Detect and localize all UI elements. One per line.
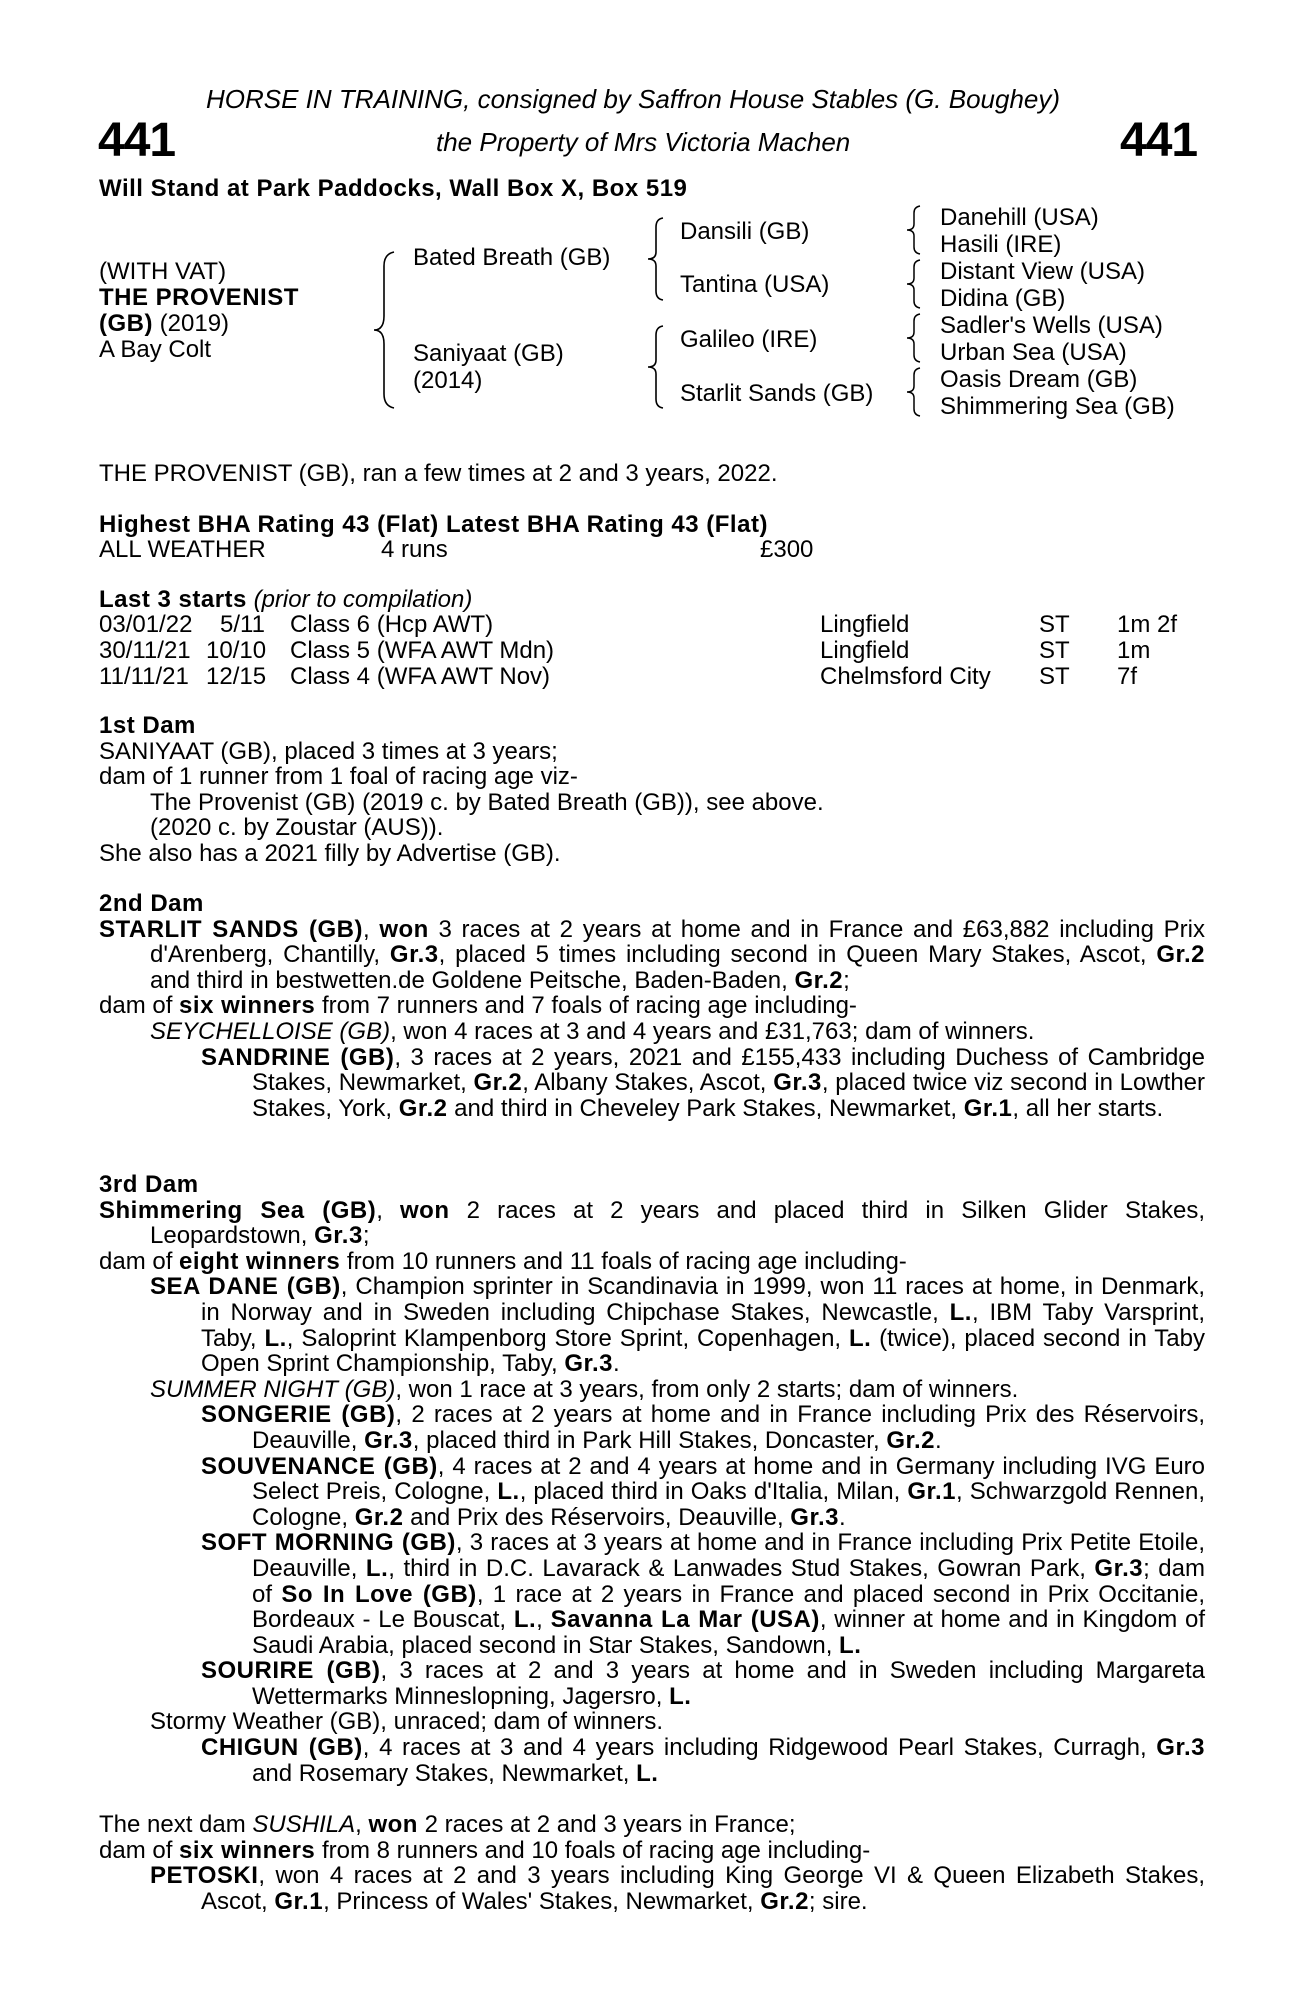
chigun-entry: [99, 1735, 1205, 1786]
last3-race-1: Class 5 (WFA AWT Mdn): [290, 637, 555, 664]
third-dam-title: 3rd Dam: [99, 1171, 199, 1198]
pedigree-sss: Danehill (USA): [940, 204, 1099, 231]
won-label: won: [400, 1196, 450, 1224]
pedigree-brace-sire: [645, 216, 667, 302]
text: , Schwarzgold Rennen, Cologne,: [252, 1478, 1205, 1531]
pedigree-brace-dam: [645, 324, 667, 410]
won-label: won: [368, 1811, 418, 1838]
second-dam-name: STARLIT SANDS (GB): [99, 915, 363, 943]
last3-dist-1: 1m: [1117, 637, 1151, 664]
pedigree-ddd: Shimmering Sea (GB): [940, 393, 1175, 420]
last3-going-1: ST: [1039, 637, 1070, 664]
horse-origin: (GB): [99, 310, 153, 337]
text: , 3 races at 2 years, 2021 and £155,433 including Duchess of Cambridge Stakes, Newmarket,: [252, 1043, 1205, 1097]
grade: Gr.3: [1094, 1554, 1144, 1582]
horse-identity: [99, 259, 299, 363]
sandrine-entry: [99, 1045, 1205, 1122]
last3-race-0: Class 6 (Hcp AWT): [290, 611, 494, 638]
horse-name: PETOSKI: [150, 1862, 259, 1890]
grade: Gr.1: [907, 1478, 957, 1506]
listed: L.: [848, 1324, 872, 1352]
grade: Gr.3: [564, 1350, 614, 1378]
next-dam-record: [99, 1812, 1205, 1838]
text: , Champion sprinter in Scandinavia in 1999, won 11 races at home, in Denmark, in Norway and in Sweden including Chipchase Stakes, Newcastle,: [201, 1273, 1205, 1326]
horse-name: SOUVENANCE (GB): [201, 1452, 438, 1480]
text: dam of: [99, 1247, 180, 1275]
horse-name: SOFT MORNING (GB): [201, 1529, 456, 1557]
text: , placed 5 times including second in Queen Mary Stakes, Ascot,: [438, 941, 1157, 969]
second-dam-record: STARLIT SANDS (GB), won 3 races at 2 years at home and in France and £63,882 including Prix d'Arenberg, Chantilly, Gr.3, placed 5 times including second in Queen Mary Stakes, Ascot, Gr.2 and third in bestwetten.de Goldene Peitsche, Baden-Baden, Gr.2;: [99, 915, 1206, 994]
pedigree-dam-sire: Galileo (IRE): [680, 326, 818, 353]
third-dam-section: [99, 1172, 1205, 1786]
listed: L.: [365, 1554, 389, 1582]
rating-runs: 4 runs: [381, 536, 448, 563]
last3-course-0: Lingfield: [820, 611, 910, 638]
listed: L.: [949, 1298, 972, 1326]
grade: Gr.2: [760, 1887, 809, 1915]
text: , 3 races at 3 years at home and in France including Prix Petite Etoile, Deauville,: [252, 1529, 1205, 1582]
pedigree-brace-ss: [904, 204, 924, 256]
listed: L.: [839, 1631, 862, 1659]
pedigree-sds: Distant View (USA): [940, 258, 1145, 285]
first-dam-produce1: The Provenist (GB) (2019 c. by Bated Breath (GB)), see above.: [150, 788, 824, 816]
pedigree-sdd: Didina (GB): [940, 285, 1066, 312]
text: (twice), placed second in Taby Open Sprint Championship, Taby,: [201, 1324, 1205, 1378]
first-dam-line1: SANIYAAT (GB), placed 3 times at 3 years;: [99, 737, 558, 765]
grade: Gr.1: [963, 1094, 1013, 1122]
horse-name: CHIGUN (GB): [201, 1734, 363, 1762]
second-dam-section: [99, 891, 1205, 1121]
text: , 1 race at 2 years in France and placed second in Prix Occitanie, Bordeaux - Le Bouscat,: [252, 1580, 1205, 1634]
grade: Gr.2: [886, 1426, 936, 1454]
third-dam-record: Shimmering Sea (GB), won 2 races at 2 years and placed third in Silken Glider Stakes, Leopardstown, Gr.3;: [99, 1196, 1205, 1250]
last3-going-2: ST: [1039, 663, 1070, 690]
horse-name: SONGERIE (GB): [201, 1401, 396, 1429]
text: , all her starts.: [1012, 1094, 1164, 1122]
text: , placed third in Park Hill Stakes, Doncaster,: [412, 1426, 887, 1454]
pedigree-brace-main: [370, 250, 400, 410]
consignor-line: HORSE IN TRAINING, consigned by Saffron House Stables (G. Boughey): [206, 84, 1061, 114]
text: , placed third in Oaks d'Italia, Milan,: [519, 1478, 908, 1506]
text: ;: [843, 966, 850, 994]
third-dam-name: Shimmering Sea (GB): [99, 1196, 377, 1224]
grade: Gr.3: [389, 941, 439, 969]
horse-name: SUMMER NIGHT (GB): [150, 1375, 396, 1403]
first-dam-line2: dam of 1 runner from 1 foal of racing age viz-: [99, 763, 578, 791]
last3-pos-0: 5/11: [220, 611, 265, 638]
text: , 4 races at 2 and 4 years at home and in Germany including IVG Euro Select Preis, Cologne,: [252, 1452, 1206, 1506]
listed: L.: [264, 1324, 287, 1352]
pedigree-brace-sd: [904, 258, 924, 310]
last3-title: Last 3 starts: [99, 586, 247, 613]
pedigree-ssd: Hasili (IRE): [940, 231, 1062, 258]
text: , won 4 races at 2 and 3 years including King George VI & Queen Elizabeth Stakes, Ascot,: [201, 1862, 1205, 1915]
last3-going-0: ST: [1039, 611, 1070, 638]
last3-course-2: Chelmsford City: [820, 663, 991, 690]
text: 3 races at 2 years at home and in France and £63,882 including Prix d'Arenberg, Chantilly,: [150, 915, 1205, 969]
petoski-entry: [99, 1863, 1205, 1914]
grade: Gr.2: [398, 1094, 448, 1122]
text: , IBM Taby Varsprint, Taby,: [201, 1298, 1206, 1352]
pedigree-dam: Saniyaat (GB): [413, 340, 564, 367]
pedigree-brace-dd: [904, 366, 924, 418]
text: , winner at home and in Kingdom of Saudi Arabia, placed second in Star Stakes, Sandown,: [252, 1606, 1205, 1659]
first-dam-produce2: (2020 c. by Zoustar (AUS)).: [150, 814, 444, 842]
text: , 3 races at 2 and 3 years at home and in Sweden including Margareta Wettermarks Minneslopning, Jagersro,: [252, 1657, 1205, 1710]
text: and third in bestwetten.de Goldene Peitsche, Baden-Baden,: [150, 966, 795, 994]
horse-origin-year: [99, 311, 299, 337]
last3-heading: [99, 587, 472, 613]
text: , third in D.C. Lavarack & Lanwades Stud Stakes, Gowran Park,: [388, 1554, 1095, 1582]
horse-name: SEA DANE (GB): [150, 1273, 341, 1301]
sourire-entry: [99, 1658, 1205, 1709]
rating-surface: ALL WEATHER: [99, 536, 266, 563]
pedigree-dam-year: (2014): [413, 367, 483, 394]
property-line: the Property of Mrs Victoria Machen: [436, 127, 851, 157]
second-dam-title: 2nd Dam: [99, 890, 204, 917]
third-dam-produce-summary: [99, 1249, 1205, 1275]
horse-description: A Bay Colt: [99, 336, 212, 363]
pedigree-sire-dam: Tantina (USA): [680, 271, 830, 298]
pedigree-brace-ds: [904, 312, 924, 364]
text: dam of: [99, 992, 180, 1020]
text: , 2 races at 2 years at home and in France including Prix des Réservoirs, Deauville,: [252, 1401, 1206, 1454]
winners-count: six winners: [179, 1836, 316, 1864]
text: , 4 races at 3 and 4 years including Ridgewood Pearl Stakes, Curragh,: [362, 1734, 1157, 1762]
last3-date-2: 11/11/21: [99, 663, 189, 690]
text: ,: [355, 1811, 369, 1838]
last3-dist-0: 1m 2f: [1117, 611, 1178, 638]
soft-morning-entry: [99, 1530, 1205, 1658]
grade: Gr.2: [354, 1503, 404, 1531]
text: .: [838, 1503, 846, 1531]
grade: Gr.2: [794, 966, 844, 994]
lot-number-right: 441: [1120, 114, 1198, 167]
winners-count: eight winners: [179, 1247, 341, 1275]
horse-name: SANDRINE (GB): [201, 1043, 395, 1071]
first-dam-title: 1st Dam: [99, 712, 196, 739]
songerie-entry: [99, 1402, 1205, 1453]
last3-pos-1: 10/10: [206, 637, 267, 664]
listed: L.: [669, 1682, 692, 1710]
text: ; dam of: [252, 1554, 1205, 1608]
text: from 10 runners and 11 foals of racing age including-: [340, 1247, 907, 1275]
text: , won 1 race at 3 years, from only 2 starts; dam of winners.: [395, 1375, 1019, 1403]
pedigree-dds: Oasis Dream (GB): [940, 366, 1138, 393]
next-dam-section: [99, 1812, 1205, 1914]
grade: Gr.3: [1156, 1734, 1205, 1762]
vat-note: (WITH VAT): [99, 258, 227, 285]
grade: Gr.1: [274, 1887, 324, 1915]
last3-pos-2: 12/15: [206, 663, 267, 690]
horse-name: Savanna La Mar (USA): [550, 1606, 820, 1634]
grade: Gr.2: [1156, 941, 1206, 969]
text: ,: [536, 1606, 551, 1634]
next-dam-produce-summary: [99, 1838, 1205, 1864]
sea-dane-entry: [99, 1274, 1205, 1376]
summer-night-entry: [99, 1377, 1205, 1403]
text: dam of: [99, 1836, 180, 1864]
text: from 7 runners and 7 foals of racing age including-: [315, 992, 857, 1020]
pedigree-dsd: Urban Sea (USA): [940, 339, 1127, 366]
text: ;: [362, 1222, 370, 1250]
text: ; sire.: [808, 1887, 868, 1915]
grade: Gr.3: [364, 1426, 413, 1454]
last3-date-0: 03/01/22: [99, 611, 193, 638]
grade: Gr.3: [773, 1069, 822, 1097]
last3-course-1: Lingfield: [820, 637, 910, 664]
souvenance-entry: [99, 1454, 1205, 1531]
text: The next dam: [99, 1811, 253, 1838]
last3-dist-2: 7f: [1117, 663, 1138, 690]
text: , Saloprint Klampenborg Store Sprint, Copenhagen,: [286, 1324, 849, 1352]
second-dam-produce-summary: [99, 993, 1205, 1019]
pedigree-dam-dam: Starlit Sands (GB): [680, 380, 874, 407]
horse-year: (2019): [152, 310, 230, 337]
stand-location: Will Stand at Park Paddocks, Wall Box X, Box 519: [99, 175, 688, 202]
text: 2 races at 2 years and placed third in Silken Glider Stakes, Leopardstown,: [150, 1196, 1205, 1250]
text: and third in Cheveley Park Stakes, Newmarket,: [447, 1094, 964, 1122]
first-dam-section: [99, 713, 1209, 867]
last3-note: (prior to compilation): [246, 586, 473, 613]
bha-rating: Highest BHA Rating 43 (Flat) Latest BHA Rating 43 (Flat): [99, 511, 768, 538]
rating-prize: £300: [760, 536, 814, 563]
text: .: [935, 1426, 942, 1454]
won-label: won: [379, 915, 429, 943]
pedigree-sire: Bated Breath (GB): [413, 244, 611, 271]
grade: Gr.3: [790, 1503, 839, 1531]
text: from 8 runners and 10 foals of racing age including-: [315, 1836, 871, 1864]
listed: L.: [636, 1759, 659, 1787]
pedigree-sire-sire: Dansili (GB): [680, 218, 810, 245]
last3-date-1: 30/11/21: [99, 637, 191, 664]
horse-name: So In Love (GB): [281, 1580, 477, 1608]
text: .: [613, 1350, 620, 1378]
listed: L.: [513, 1606, 537, 1634]
text: , Princess of Wales' Stakes, Newmarket,: [323, 1887, 761, 1915]
grade: Gr.3: [314, 1222, 363, 1250]
pedigree-dss: Sadler's Wells (USA): [940, 312, 1163, 339]
grade: Gr.2: [473, 1069, 523, 1097]
race-summary: THE PROVENIST (GB), ran a few times at 2 and 3 years, 2022.: [99, 460, 778, 487]
stormy-weather-entry: Stormy Weather (GB), unraced; dam of winners.: [150, 1708, 664, 1736]
text: , won 4 races at 3 and 4 years and £31,763; dam of winners.: [390, 1017, 1035, 1045]
text: , placed twice viz second in Lowther Stakes, York,: [252, 1069, 1206, 1122]
last3-race-2: Class 4 (WFA AWT Nov): [290, 663, 551, 690]
next-dam-name: SUSHILA: [252, 1811, 356, 1838]
winners-count: six winners: [179, 992, 316, 1020]
lot-number-left: 441: [98, 114, 176, 167]
seychelloise-entry: [99, 1019, 1205, 1045]
horse-name: SOURIRE (GB): [201, 1657, 381, 1685]
text: and Rosemary Stakes, Newmarket,: [252, 1759, 637, 1787]
text: 2 races at 2 and 3 years in France;: [417, 1811, 796, 1838]
listed: L.: [497, 1478, 520, 1506]
horse-name: SEYCHELLOISE (GB): [150, 1017, 391, 1045]
text: , Albany Stakes, Ascot,: [522, 1069, 774, 1097]
horse-name: THE PROVENIST: [99, 284, 299, 311]
text: and Prix des Réservoirs, Deauville,: [403, 1503, 791, 1531]
first-dam-line5: She also has a 2021 filly by Advertise (GB).: [99, 839, 561, 867]
